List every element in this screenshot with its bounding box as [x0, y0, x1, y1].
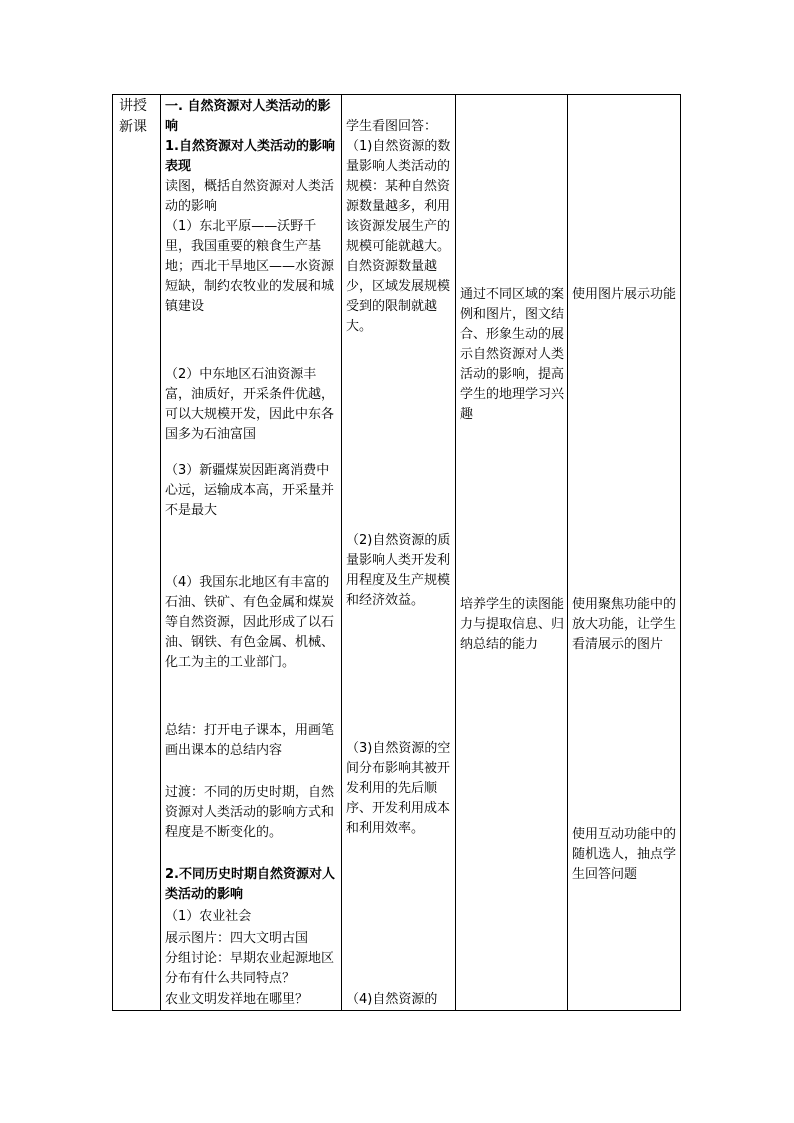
transition-text: 过渡：不同的历史时期，自然资源对人类活动的影响方式和程度是不断变化的。 — [165, 785, 335, 840]
intent-1: 通过不同区域的案例和图片，图文结合、形象生动的展示自然资源对人类活动的影响，提高学生的地理学习兴趣 — [460, 287, 565, 422]
answer-4: （4)自然资源的 — [346, 992, 438, 1007]
lesson-table — [112, 94, 681, 1011]
tool-usage-2: 使用聚焦功能中的放大功能，让学生看清展示的图片 — [572, 597, 677, 652]
group-discussion: 分组讨论：早期农业起源地区分布有什么共同特点？ — [165, 951, 335, 986]
summary-text: 总结：打开电子课本，用画笔画出课本的总结内容 — [165, 723, 335, 758]
example-3: （3）新疆煤炭因距离消费中心远，运输成本高，开采量并不是最大 — [165, 463, 335, 518]
discussion-question: 农业文明发祥地在哪里？ — [165, 992, 309, 1007]
show-pictures: 展示图片：四大文明古国 — [165, 931, 309, 946]
example-4: （4）我国东北地区有丰富的石油、铁矿、有色金属和煤炭等自然资源，因此形成了以石油、钢铁、有色金属、机械、化工为主的工业部门。 — [165, 575, 335, 670]
tool-usage-3: 使用互动功能中的随机选人，抽点学生回答问题 — [572, 827, 677, 882]
student-activity-cell — [342, 95, 455, 1010]
answer-1: （1)自然资源的数量影响人类活动的规模：某种自然资源数量越多，利用该资源发展生产的规模可能就越大。自然资源数量越少，区域发展规模受到的限制就越大。 — [346, 139, 451, 334]
row-label-cell — [113, 95, 160, 1010]
agriculture-society: （1）农业社会 — [165, 909, 252, 924]
row-label: 讲授新课 — [119, 98, 147, 135]
answer-3: （3)自然资源的空间分布影响其被开发利用的先后顺序、开发利用成本和利用效率。 — [346, 741, 451, 836]
example-2: （2）中东地区石油资源丰富，油质好，开采条件优越，可以大规模开发，因此中东各国多为石油富国 — [165, 367, 335, 442]
answer-2: （2)自然资源的质量影响人类开发利用程度及生产规模和经济效益。 — [346, 533, 451, 608]
teacher-activity-cell — [161, 95, 341, 1010]
tool-usage-1: 使用图片展示功能 — [572, 287, 677, 302]
intent-2: 培养学生的读图能力与提取信息、归纳总结的能力 — [460, 597, 565, 652]
subsection-heading-1: 1.自然资源对人类活动的影响表现 — [165, 139, 335, 174]
section-heading-2: 2.不同历史时期自然资源对人类活动的影响 — [165, 867, 335, 902]
design-intent-cell — [456, 95, 567, 1010]
example-1: （1）东北平原——沃野千里，我国重要的粮食生产基地；西北干旱地区——水资源短缺，制约农牧业的发展和城镇建设 — [165, 219, 335, 314]
section-heading-1: 一. 自然资源对人类活动的影响 — [165, 99, 331, 134]
reading-intro: 读图，概括自然资源对人类活动的影响 — [165, 179, 335, 214]
student-lead: 学生看图回答： — [346, 119, 438, 134]
tool-usage-cell — [568, 95, 680, 1010]
